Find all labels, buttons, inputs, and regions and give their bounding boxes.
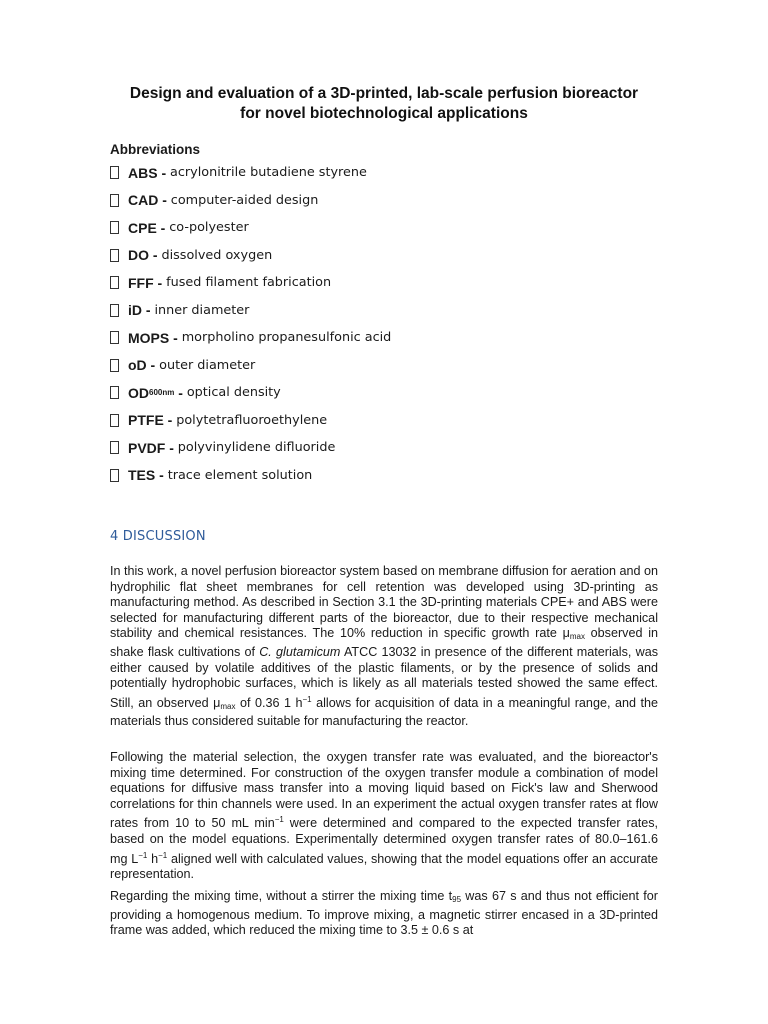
p2-text-a: Following the material selection, the oxygen transfer rate was evaluated, and the bioreactor's mixing time determined. For construction of the oxygen transfer module a combination of model equations for diffusive mass transfer into a moving liquid based on Fick's law and Sherwood correlations for thin channels were used. In an experiment the actual oxygen transfer rates at flow rates from 10 to 50 mL min [110,750,658,831]
bullet-box-icon [110,331,119,344]
p2-sup-3: −1 [158,850,168,860]
abbreviation-term: OD [128,384,149,401]
p2-sup-1: −1 [274,815,284,825]
abbreviation-definition: outer diameter [159,357,256,373]
bullet-box-icon [110,221,119,234]
abbreviation-definition: polyvinylidene difluoride [177,440,336,456]
abbreviation-dash: - [142,302,155,319]
abbreviation-item [110,159,391,187]
abbreviation-dash: - [158,192,171,209]
abbreviation-item [110,324,391,352]
abbreviation-term: CPE [128,219,157,236]
p2-sup-2: −1 [138,850,148,860]
abbreviation-definition: morpholino propanesulfonic acid [181,330,392,346]
abbreviation-definition: inner diameter [154,302,250,318]
abbreviation-item [110,352,391,380]
abbreviation-term: FFF [128,274,154,291]
discussion-heading: 4 DISCUSSION [110,529,206,544]
p1-species-name: C. glutamicum [259,644,341,659]
bullet-box-icon [110,469,119,482]
abbreviation-item [110,379,391,407]
p1-text-b: observed in shake flask cultivations of [110,626,658,659]
discussion-paragraph-1 [110,564,658,730]
title-line-1: Design and evaluation of a 3D-printed, lab-scale perfusion bioreactor [129,85,639,102]
bullet-box-icon [110,304,119,317]
abbreviation-dash: - [165,439,178,456]
title-line-2: for novel biotechnological applications [240,105,528,122]
abbreviation-dash: - [156,219,170,236]
abbreviation-term: PTFE [128,412,164,429]
abbreviation-definition: fused filament fabrication [166,275,332,291]
abbreviation-item [110,407,391,435]
p3-sub-95: 95 [452,895,462,904]
p2-text-b: were determined and compared to the expected transfer rates, based on the model equations. Experimentally determined oxygen transfer rates of 80.0–161.6 mg L [110,816,658,866]
p1-text-c: ATCC 13032 in presence of the different materials, was either caused by volatile additives of the plastic filaments, or by the presence of solids and potentially hydrophobic surfaces, which is likely as all materials tested showed the same effect. Still, an observed μ [110,644,658,710]
abbreviation-dash: - [153,274,167,291]
abbreviation-term: iD [128,302,142,319]
abbreviation-item [110,214,391,242]
p3-text-a: Regarding the mixing time, without a stirrer the mixing time t [110,889,453,903]
abbreviations-heading: Abbreviations [110,142,201,157]
abbreviation-item [110,297,391,325]
abbreviation-definition: dissolved oxygen [161,247,273,263]
abbreviation-term: TES [128,467,156,484]
bullet-box-icon [110,249,119,262]
abbreviation-definition: computer-aided design [170,192,319,208]
abbreviation-item [110,434,391,462]
abbreviation-definition: acrylonitrile butadiene styrene [170,165,367,181]
abbreviation-item [110,242,391,270]
abbreviation-term: CAD [128,192,159,209]
abbreviation-dash: - [157,164,171,181]
abbreviation-definition: trace element solution [167,467,313,483]
bullet-box-icon [110,359,119,372]
abbreviations-list [110,159,391,489]
abbreviation-definition: co-polyester [169,220,249,236]
bullet-box-icon [110,441,119,454]
abbreviation-dash: - [146,357,160,374]
p1-text-e: allows for acquisition of data in a meaningful range, and the materials thus considered suitable for manufacturing the reactor. [110,695,658,729]
p1-sub-max-1: max [569,632,585,642]
p1-text-d: of 0.36 1 h [235,695,303,710]
abbreviation-definition: polytetrafluoroethylene [176,412,328,428]
abbreviation-dash: - [174,384,187,401]
p3-text-b: was 67 s and thus not efficient for providing a homogenous medium. To improve mixing, a magnetic stirrer encased in a 3D-printed frame was added, which reduced the mixing time to 3.5 ± 0.6 s at [110,889,658,938]
paper-title [60,84,708,124]
abbreviation-term: ABS [128,164,158,181]
abbreviation-item [110,269,391,297]
p1-sup-1: −1 [302,694,312,704]
abbreviation-term: DO [128,247,149,264]
p2-text-d: aligned well with calculated values, showing that the model equations offer an accurate representation. [110,851,658,882]
bullet-box-icon [110,276,119,289]
abbreviation-dash: - [169,329,182,346]
abbreviation-term: oD [128,357,147,374]
abbreviation-dash: - [163,412,177,429]
discussion-paragraph-3 [110,889,658,939]
bullet-box-icon [110,166,119,179]
bullet-box-icon [110,386,119,399]
p1-sub-max-2: max [220,701,236,711]
abbreviation-term: PVDF [128,439,166,456]
abbreviation-term-subscript: 600nm [149,388,175,398]
abbreviation-item [110,462,391,490]
abbreviation-dash: - [149,247,162,264]
abbreviation-item [110,187,391,215]
bullet-box-icon [110,414,119,427]
abbreviation-dash: - [155,467,168,484]
abbreviation-definition: optical density [186,385,281,401]
bullet-box-icon [110,194,119,207]
p1-text-a: In this work, a novel perfusion bioreactor system based on membrane diffusion for aeration and on hydrophilic flat sheet membranes for cell retention was developed using 3D-printing as manufacturing method. As described in Section 3.1 the 3D-printing materials CPE+ and ABS were selected for manufacturing different parts of the bioreactor, due to their respective mechanical stability and chemical resistances. The 10% reduction in specific growth rate μ [110,564,658,641]
p2-text-c: h [147,851,159,866]
discussion-paragraph-2 [110,750,658,883]
abbreviation-term: MOPS [128,329,170,346]
